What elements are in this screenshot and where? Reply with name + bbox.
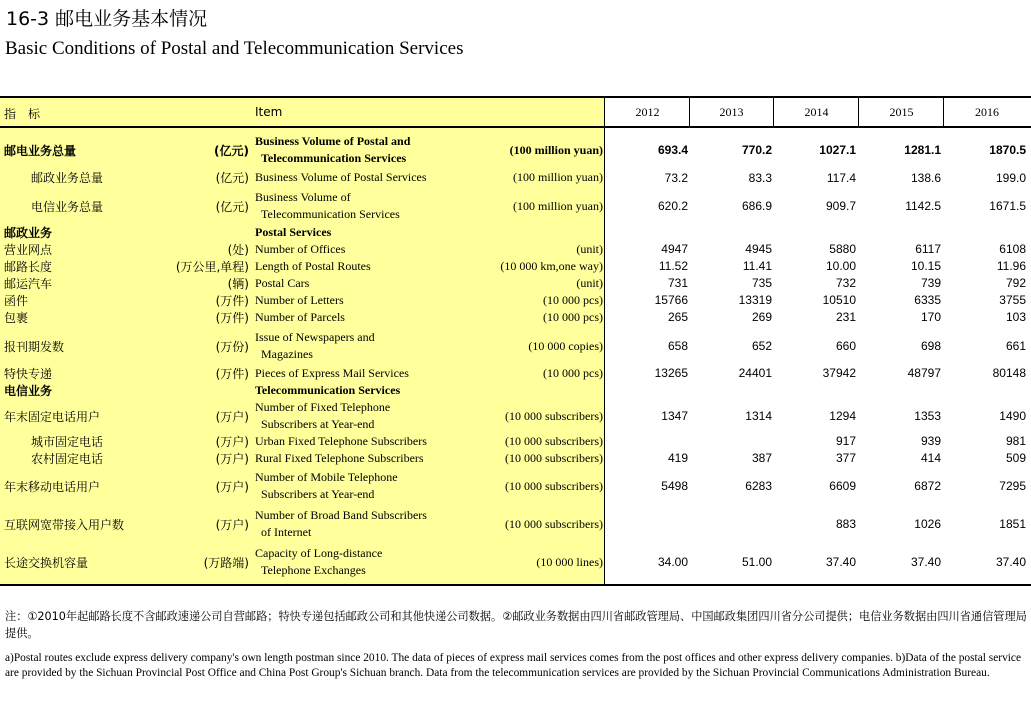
row-unit-cn: (万户) <box>215 451 249 466</box>
row-value-2015: 1353 <box>914 409 941 423</box>
row-label-en-line: Business Volume of Postal Services <box>255 170 427 184</box>
row-unit-cn: (万份) <box>215 339 249 354</box>
row-label-cn: 邮政业务总量 <box>31 171 104 185</box>
row-value-2012: 731 <box>667 276 688 290</box>
row-unit-cn: (万户) <box>215 517 249 532</box>
table-row <box>0 450 1031 466</box>
row-value-2013 <box>692 382 772 398</box>
row-value-2013: 4945 <box>745 242 772 256</box>
row-value-2015: 698 <box>920 339 941 353</box>
header-divider <box>0 126 1031 128</box>
row-unit-cn: (处) <box>227 242 249 257</box>
row-unit-en: (10 000 pcs) <box>543 309 603 324</box>
table-row <box>0 507 1031 541</box>
row-value-2016: 103 <box>1005 310 1026 324</box>
row-unit-en: (10 000 pcs) <box>543 292 603 307</box>
data-table <box>0 96 1031 586</box>
row-label-cn: 年末固定电话用户 <box>4 409 101 424</box>
row-value-2016: 1851 <box>999 517 1026 531</box>
row-unit-en: (10 000 pcs) <box>543 365 603 380</box>
table-row <box>0 224 1031 240</box>
row-value-2015: 138.6 <box>910 170 941 185</box>
row-label-cn: 包裹 <box>4 310 29 325</box>
row-value-2015: 48797 <box>907 366 941 380</box>
row-label-en-line: Number of Parcels <box>255 309 345 324</box>
row-label-en <box>255 507 515 541</box>
row-value-2014: 10.00 <box>825 259 856 273</box>
row-label-cn: 年末移动电话用户 <box>4 479 101 494</box>
header-year: 2012 <box>606 98 690 126</box>
row-value-2012: 73.2 <box>664 170 688 185</box>
row-label-en <box>255 241 515 257</box>
row-value-2012: 1347 <box>661 409 688 423</box>
page-title-en: Basic Conditions of Postal and Telecommunication Services <box>5 38 464 59</box>
row-value-2016: 981 <box>1005 434 1026 448</box>
row-label-en-line: Urban Fixed Telephone Subscribers <box>255 433 427 448</box>
row-value-2013: 652 <box>751 339 772 353</box>
header-item: Item <box>255 105 283 119</box>
row-value-2015: 170 <box>920 310 941 324</box>
row-label-en-line: Number of Mobile Telephone <box>255 470 398 484</box>
row-value-2014: 231 <box>835 310 856 324</box>
row-value-2015: 739 <box>920 276 941 290</box>
row-value-2016: 80148 <box>992 366 1026 380</box>
row-unit-cn: (万件) <box>215 366 249 381</box>
row-unit-cn: (万件) <box>215 310 249 325</box>
row-value-2015: 1281.1 <box>904 143 941 157</box>
row-value-2014: 5880 <box>829 242 856 256</box>
row-value-2013: 269 <box>751 310 772 324</box>
row-value-2012: 11.52 <box>658 259 688 273</box>
row-label-en <box>255 450 515 466</box>
row-value-2013: 770.2 <box>741 143 772 157</box>
row-label-cn: 邮电业务总量 <box>4 143 77 158</box>
row-unit-en: (10 000 lines) <box>536 554 603 569</box>
row-label-en <box>255 258 515 274</box>
row-value-2013: 6283 <box>745 479 772 493</box>
row-label-en <box>255 329 515 363</box>
row-value-2015: 1026 <box>914 517 941 531</box>
table-row <box>0 258 1031 274</box>
row-value-2016: 792 <box>1005 276 1026 290</box>
row-value-2014 <box>776 382 856 398</box>
table-row <box>0 309 1031 325</box>
row-value-2015: 1142.5 <box>905 199 941 213</box>
row-label-en-line: Number of Fixed Telephone <box>255 400 391 414</box>
row-unit-en: (10 000 subscribers) <box>505 408 603 423</box>
row-value-2013: 735 <box>751 276 772 290</box>
row-label-en-line: Magazines <box>261 347 313 361</box>
row-label-cn: 报刊期发数 <box>4 339 65 354</box>
row-label-en <box>255 382 515 398</box>
row-label-en-line: Business Volume of Postal and <box>255 134 411 148</box>
row-value-2014: 1027.1 <box>819 143 856 157</box>
row-label-en-line: Postal Services <box>255 224 332 239</box>
header-year: 2015 <box>860 98 944 126</box>
row-label-cn: 城市固定电话 <box>31 434 104 449</box>
footnote-en: a)Postal routes exclude express delivery company's own length postman since 2010. The data of pieces of express mail services comes from the post offices and other express delivery companies. b)Data of the postal service are provided by the Sichuan Provincial Post Office and China Post Group's Sichuan branch. Data from the telecommunication services are provided by the Sichuan Provincial Communications Administration Bureau. <box>5 652 1022 679</box>
row-unit-en: (10 000 subscribers) <box>505 433 603 448</box>
row-unit-cn: (万公里,单程) <box>175 259 249 274</box>
row-label-cn: 营业网点 <box>4 242 53 257</box>
row-label-en-line: of Internet <box>261 525 312 539</box>
row-value-2014: 883 <box>835 517 856 531</box>
row-label-cn: 邮运汽车 <box>4 276 53 291</box>
row-value-2013: 24401 <box>738 366 772 380</box>
row-value-2014: 909.7 <box>825 199 856 213</box>
row-unit-cn: (亿元) <box>214 143 249 158</box>
row-value-2014: 1294 <box>829 409 856 423</box>
row-value-2015: 6872 <box>914 479 941 493</box>
row-unit-en: (100 million yuan) <box>509 142 603 157</box>
row-value-2013 <box>692 224 772 240</box>
row-value-2016: 3755 <box>999 293 1026 307</box>
row-value-2012: 13265 <box>654 366 688 380</box>
table-row <box>0 399 1031 433</box>
table-row <box>0 469 1031 503</box>
row-label-en-line: Telecommunication Services <box>255 382 401 397</box>
table-row <box>0 365 1031 381</box>
table-row <box>0 132 1031 168</box>
row-label-en-line: Subscribers at Year-end <box>261 487 375 501</box>
row-label-cn: 函件 <box>4 293 29 308</box>
row-unit-en: (10 000 subscribers) <box>505 478 603 493</box>
row-unit-en: (10 000 subscribers) <box>505 516 603 531</box>
row-unit-cn: (万户) <box>215 434 249 449</box>
row-label-cn: 邮政业务 <box>4 225 53 240</box>
row-label-en-line: Number of Broad Band Subscribers <box>255 508 427 522</box>
table-row <box>0 169 1031 186</box>
row-value-2014: 732 <box>835 276 856 290</box>
row-value-2013: 1314 <box>745 409 772 423</box>
row-label-en <box>255 433 515 449</box>
row-value-2015: 10.15 <box>910 259 941 273</box>
row-value-2016: 37.40 <box>995 555 1026 569</box>
row-label-cn: 邮路长度 <box>4 259 53 274</box>
row-value-2015: 414 <box>920 451 941 465</box>
row-value-2013 <box>692 433 772 449</box>
row-label-en <box>255 224 515 240</box>
header-indicator: 指 标 <box>4 107 41 121</box>
footnote-cn: 注：①2010年起邮路长度不含邮政速递公司自营邮路；特快专递包括邮政公司和其他快递公司数据。②邮政业务数据由四川省邮政管理局、中国邮政集团四川省分公司提供；电信业务数据由四川省通信管理局提供。 <box>5 610 1027 640</box>
row-value-2016: 661 <box>1005 339 1026 353</box>
row-value-2012: 15766 <box>654 293 688 307</box>
row-label-en <box>255 365 515 381</box>
row-value-2012 <box>608 382 688 398</box>
row-unit-en: (unit) <box>576 241 603 256</box>
row-unit-cn: (万路端) <box>203 555 249 570</box>
row-value-2014: 660 <box>835 339 856 353</box>
row-label-en-line: Number of Offices <box>255 241 346 256</box>
row-value-2012: 693.4 <box>657 143 688 157</box>
row-value-2012: 419 <box>667 451 688 465</box>
row-label-en-line: Rural Fixed Telephone Subscribers <box>255 450 424 465</box>
row-value-2013: 13319 <box>738 293 772 307</box>
table-row <box>0 275 1031 291</box>
row-value-2016: 7295 <box>999 479 1026 493</box>
table-row <box>0 241 1031 257</box>
row-value-2014: 37942 <box>822 366 856 380</box>
row-unit-cn: (万户) <box>215 409 249 424</box>
row-label-en <box>255 275 515 291</box>
row-value-2015 <box>861 382 941 398</box>
row-label-en-line: Postal Cars <box>255 275 310 290</box>
table-row <box>0 189 1031 223</box>
row-value-2015: 37.40 <box>910 555 941 569</box>
table-row <box>0 545 1031 579</box>
row-unit-en: (10 000 subscribers) <box>505 450 603 465</box>
row-unit-en: (10 000 km,one way) <box>500 258 603 273</box>
row-value-2012: 34.00 <box>657 555 688 569</box>
row-value-2014: 377 <box>835 451 856 465</box>
header-year: 2016 <box>945 98 1029 126</box>
row-value-2013: 387 <box>751 451 772 465</box>
row-value-2012 <box>608 507 688 541</box>
row-value-2012: 658 <box>667 339 688 353</box>
row-value-2016: 6108 <box>999 242 1026 256</box>
row-value-2014: 917 <box>835 434 856 448</box>
page-title-cn: 16-3 邮电业务基本情况 <box>6 8 208 30</box>
row-value-2012 <box>608 224 688 240</box>
row-label-en-line: Number of Letters <box>255 292 344 307</box>
row-unit-en: (10 000 copies) <box>528 338 603 353</box>
table-row <box>0 433 1031 449</box>
row-label-en <box>255 292 515 308</box>
row-value-2015: 939 <box>920 434 941 448</box>
row-label-en-line: Telecommunication Services <box>261 207 400 221</box>
row-label-en-line: Business Volume of <box>255 190 351 204</box>
row-value-2014: 6609 <box>829 479 856 493</box>
row-value-2012: 620.2 <box>657 199 688 213</box>
row-label-cn: 互联网宽带接入用户数 <box>4 517 125 532</box>
row-value-2012: 5498 <box>661 479 688 493</box>
row-label-cn: 长途交换机容量 <box>4 555 89 570</box>
row-value-2014: 117.4 <box>826 170 856 185</box>
row-value-2013: 11.41 <box>742 259 772 273</box>
row-value-2014 <box>776 224 856 240</box>
row-value-2016: 199.0 <box>995 170 1026 185</box>
row-value-2013: 686.9 <box>741 199 772 213</box>
row-value-2016: 509 <box>1005 451 1026 465</box>
row-label-en <box>255 399 515 433</box>
row-unit-en: (unit) <box>576 275 603 290</box>
row-label-en-line: Subscribers at Year-end <box>261 417 375 431</box>
row-label-en-line: Issue of Newspapers and <box>255 330 375 344</box>
row-unit-cn: (亿元) <box>215 171 249 185</box>
row-value-2012: 4947 <box>661 242 688 256</box>
row-unit-cn: (万件) <box>215 293 249 308</box>
row-value-2016: 1490 <box>999 409 1026 423</box>
row-label-cn: 电信业务总量 <box>31 199 104 214</box>
row-value-2013: 83.3 <box>748 170 772 185</box>
header-year: 2013 <box>690 98 774 126</box>
row-label-en <box>255 132 515 168</box>
header-year: 2014 <box>775 98 859 126</box>
row-value-2016: 1870.5 <box>989 143 1026 157</box>
row-unit-cn: (万户) <box>215 479 249 494</box>
row-unit-en: (100 million yuan) <box>513 198 603 213</box>
row-label-en <box>255 469 515 503</box>
row-value-2014: 37.40 <box>825 555 856 569</box>
row-value-2013: 51.00 <box>741 555 772 569</box>
row-value-2015: 6117 <box>915 242 941 256</box>
row-value-2016: 11.96 <box>996 259 1026 273</box>
row-label-en-line: Pieces of Express Mail Services <box>255 365 409 380</box>
row-label-en <box>255 309 515 325</box>
row-unit-cn: (辆) <box>227 276 249 291</box>
row-value-2016 <box>946 382 1026 398</box>
row-unit-cn: (亿元) <box>215 199 249 214</box>
row-label-cn: 特快专递 <box>4 366 53 381</box>
row-value-2016: 1671.5 <box>989 199 1026 213</box>
row-unit-en: (100 million yuan) <box>513 170 603 184</box>
row-label-en <box>255 545 515 579</box>
row-value-2013 <box>692 507 772 541</box>
row-label-en <box>255 189 515 223</box>
row-value-2012 <box>608 433 688 449</box>
row-value-2015: 6335 <box>914 293 941 307</box>
row-label-en-line: Telephone Exchanges <box>261 563 366 577</box>
row-label-en-line: Telecommunication Services <box>261 151 407 165</box>
table-row <box>0 382 1031 398</box>
row-label-en <box>255 169 515 186</box>
row-value-2015 <box>861 224 941 240</box>
table-row <box>0 329 1031 363</box>
row-value-2012: 265 <box>667 310 688 324</box>
row-value-2016 <box>946 224 1026 240</box>
table-row <box>0 292 1031 308</box>
row-label-cn: 农村固定电话 <box>31 451 104 466</box>
row-label-cn: 电信业务 <box>4 383 53 398</box>
row-label-en-line: Capacity of Long-distance <box>255 546 383 560</box>
row-value-2014: 10510 <box>822 293 856 307</box>
row-label-en-line: Length of Postal Routes <box>255 258 371 273</box>
